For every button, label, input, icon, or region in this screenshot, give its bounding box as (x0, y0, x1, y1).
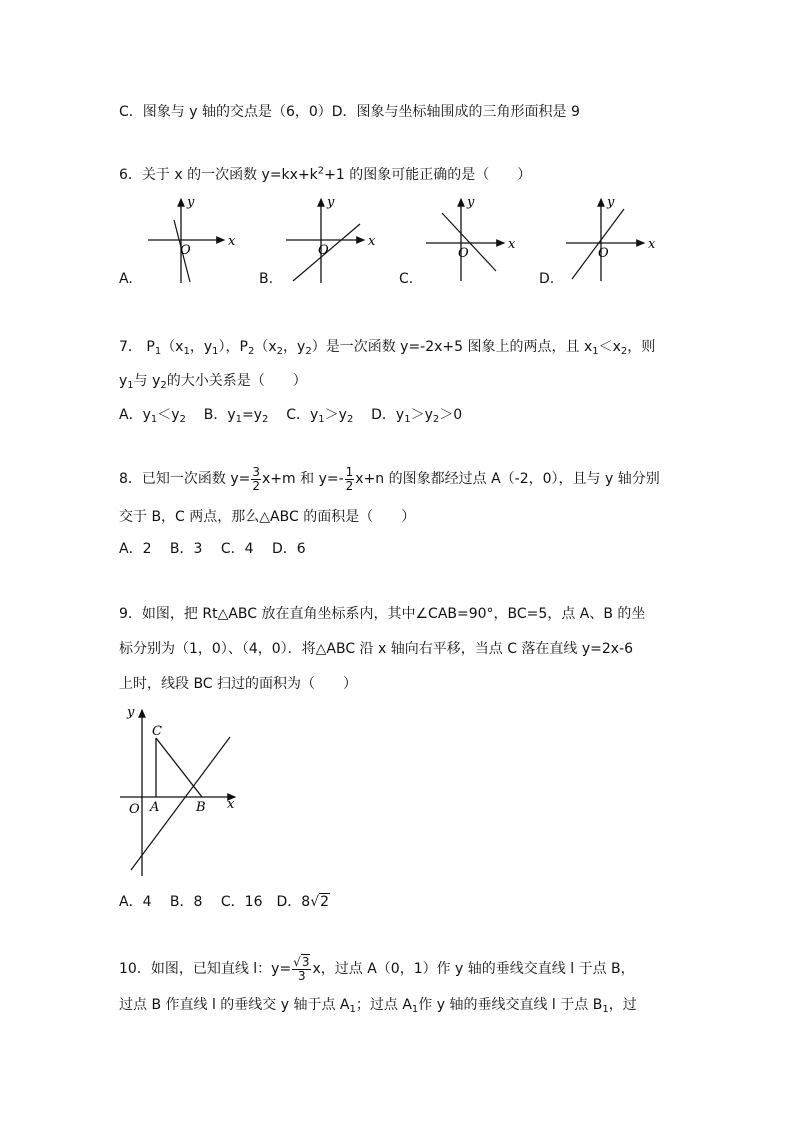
q9-figure (114, 700, 254, 880)
q7-options: A．$y_1<y_2$ B．$y_1=y_2$ C．$y_1>y_2$ D．$y_1>y_2>0$ (119, 407, 463, 425)
q9-stem-line1: 9．如图，把 Rt△ABC 放在直角坐标系内，其中∠CAB=90°，BC=5，点 A、B 的坐 (119, 606, 646, 622)
q7-stem-line2: $y_1$与 $y_2$的大小关系是（ ） (119, 373, 307, 391)
q9-stem-line3: 上时，线段 BC 扫过的面积为（ ） (119, 676, 358, 692)
origin-label: O (180, 243, 191, 258)
q10-stem-line2: 过点 B 作直线 l 的垂线交 y 轴于点 $A_1$；过点 $A_1$作 y 轴的垂线交直线 l 于点 $B_1$，过 (119, 997, 637, 1015)
origin-label: O (129, 802, 140, 817)
q6-graph-c (420, 193, 530, 293)
q10-stem-line1: 10．如图，已知直线 l：y= $\frac{√3}{3}$ x，过点 A（0，1）作 y 轴的垂线交直线 l 于点 B， (119, 954, 635, 983)
origin-label: O (598, 246, 609, 261)
axis-y-label: y (127, 705, 135, 720)
q6-option-a: A. (119, 271, 133, 287)
q8-options: A．2 B．3 C．4 D．6 (119, 541, 306, 557)
axis-x-label: x (508, 237, 516, 252)
q6-option-c: C. (399, 271, 414, 287)
origin-label: O (318, 243, 329, 258)
q9-options: A．4 B．8 C．16 D．8√2 (119, 894, 330, 910)
q6-option-d: D. (539, 271, 555, 287)
q8-stem-line1: 8．已知一次函数 y= $\frac{3}{2}$ x+m 和 y=- $\frac{1}{2}$ x+n 的图象都经过点 A（-2，0），且与 y 轴分别 (119, 464, 660, 493)
q9-stem-line2: 标分别为（1，0）、（4，0）．将△ABC 沿 x 轴向右平移，当点 C 落在直线 y=2x-6 (119, 641, 634, 657)
axis-y-label: y (467, 195, 475, 210)
axis-x-label: x (648, 237, 656, 252)
q6-option-b: B. (259, 271, 274, 287)
q8-stem-line2: 交于 B，C 两点，那么△ABC 的面积是（ ） (119, 509, 416, 525)
q6-graph-d (560, 193, 670, 293)
fraction-3-2: $\frac{3}{2}$ (252, 464, 261, 493)
axis-x-label: x (368, 234, 376, 249)
q6-stem: 6．关于 x 的一次函数 $y=kx+k^2+1$ 的图象可能正确的是（ ） (119, 165, 532, 183)
point-a-label: A (150, 800, 160, 815)
axis-x-label: x (228, 234, 236, 249)
axis-y-label: y (327, 195, 335, 210)
point-c-label: C (152, 724, 162, 739)
q5-option-c-d: C．图象与 y 轴的交点是（6，0）D．图象与坐标轴围成的三角形面积是 9 (119, 104, 580, 120)
point-b-label: B (196, 800, 206, 815)
q6-graph-a (140, 193, 250, 293)
q6-graph-b (280, 193, 390, 293)
fraction-root3-over-3: $\frac{√3}{3}$ (293, 954, 310, 983)
axis-y-label: y (187, 195, 195, 210)
origin-label: O (458, 246, 469, 261)
fraction-1-2: $\frac{1}{2}$ (345, 464, 354, 493)
axis-x-label: x (227, 797, 235, 812)
q7-stem-line1: 7． $P_1(x_1$，$y_1$），$P_2(x_2$，$y_2$）是一次函数 y=-2x+5 图象上的两点，且 $x_1<x_2$，则 (119, 339, 656, 357)
axis-y-label: y (607, 195, 615, 210)
